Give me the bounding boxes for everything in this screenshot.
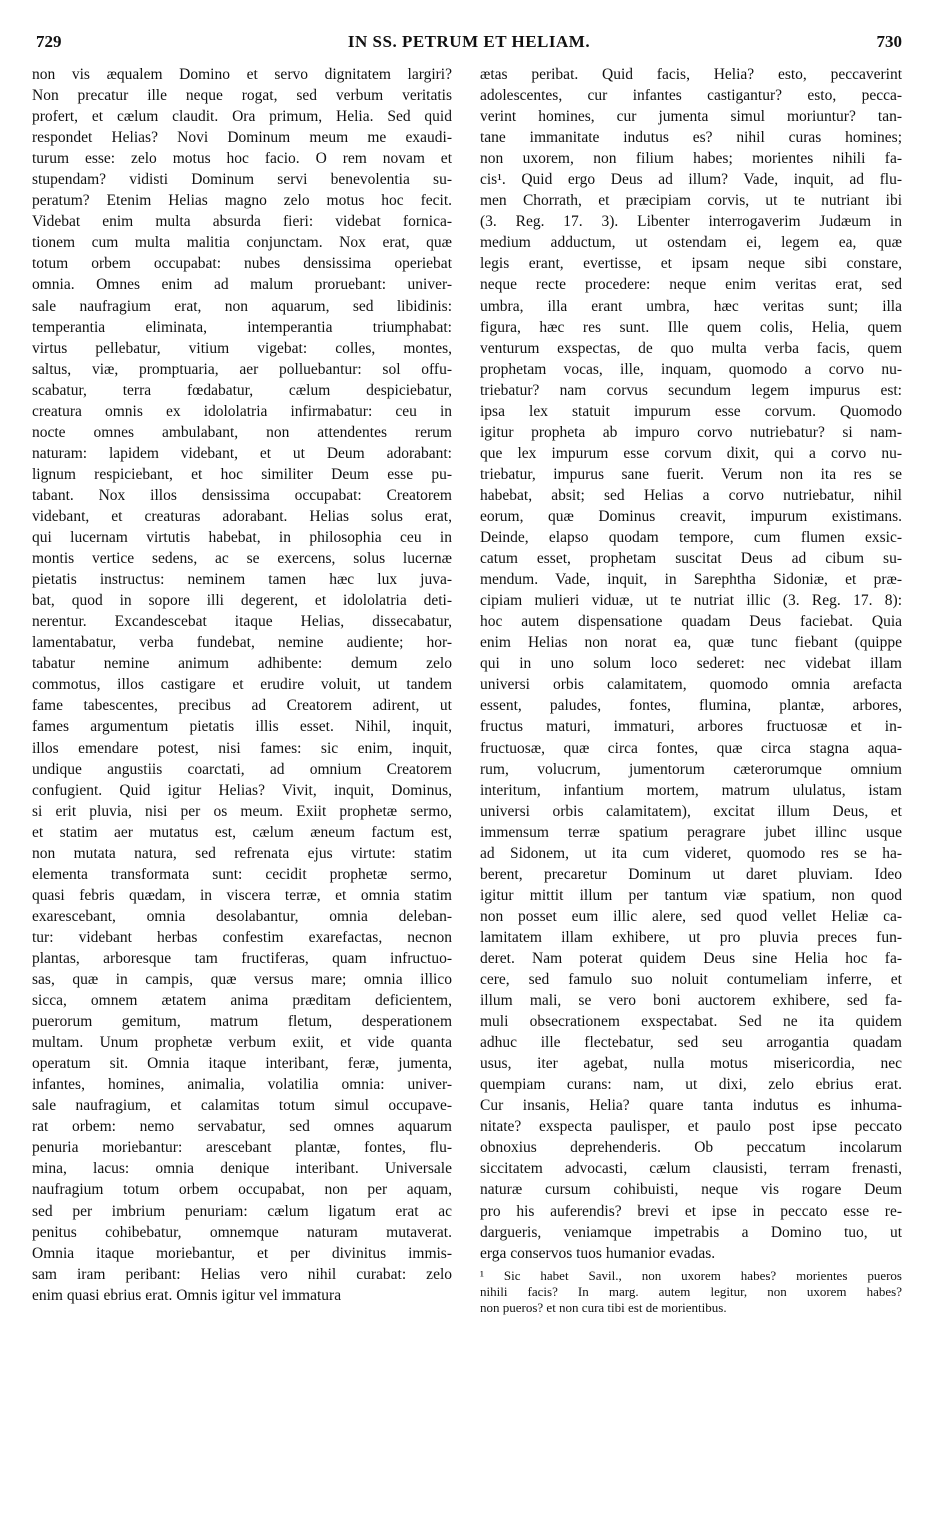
- text-line: videbant, et creaturas adorabant. Helias solus erat,: [32, 507, 452, 525]
- text-line: fructus maturi, immaturi, arbores fructuosæ et in-: [480, 718, 902, 736]
- text-line: nerentur. Excandescebat itaque Helias, dissecabatur,: [32, 613, 452, 631]
- text-line: respondet Helias? Novi Dominum meum me exaudi-: [32, 129, 452, 147]
- text-line: penuria moriebantur: arescebant plantæ, fontes, flu-: [32, 1139, 452, 1157]
- text-line: saltus, viæ, promptuaria, aer polluebantur: sol offu-: [32, 360, 452, 378]
- text-line: confugient. Quid igitur Helias? Vivit, inquit, Dominus,: [32, 781, 452, 799]
- left-page-number: 729: [36, 32, 62, 51]
- text-line: sale naufragium, et calamitas totum simul occupave-: [32, 1097, 452, 1115]
- text-line: Omnia itaque moriebantur, et per divinitus immis-: [32, 1244, 452, 1262]
- text-line: et statim aer mutatus est, cælum æneum factum est,: [32, 823, 452, 841]
- footnote: [480, 1268, 902, 1316]
- text-line: hoc autem dispensatione quadam Deus faciebat. Quia: [480, 613, 902, 631]
- footnote-line: non pueros? et non cura tibi est de morientibus.: [480, 1299, 727, 1315]
- footnote-line: ¹ Sic habet Savil., non uxorem habes? morientes pueros: [480, 1267, 902, 1283]
- text-line: puerorum gemitum, matrum fletum, desperationem: [32, 1013, 452, 1031]
- text-line: muli obsecrationem exspectabat. Sed ne ita quidem: [480, 1013, 902, 1031]
- text-line: stupendam? vidisti Dominum servi benevolentia su-: [32, 171, 452, 189]
- text-line: creatura omnis ex idololatria infirmabatur: ceu in: [32, 402, 452, 420]
- text-line: neque recte procedere: neque enim veritas erat, sed: [480, 276, 902, 294]
- text-line: ætas peribat. Quid facis, Helia? esto, peccaverint: [480, 66, 902, 83]
- text-line: interitum, infantium mortem, matrum ululatus, istam: [480, 781, 902, 799]
- text-line: tane immanitate indutus es? nihil curas homines;: [480, 129, 902, 147]
- left-text-column: [32, 64, 452, 1474]
- text-line: Videbat enim multa absurda fieri: videbat fornica-: [32, 213, 452, 231]
- text-line: profert, et cælum claudit. Ora primum, Helia. Sed quid: [32, 108, 452, 126]
- text-line: cis¹. Quid ergo Deus ad illum? Vade, inquit, ad flu-: [480, 171, 902, 189]
- text-line: fames argumentum pietatis illis esset. Nihil, inquit,: [32, 718, 452, 736]
- text-line: scabatur, terra fœdabatur, cælum despiciebatur,: [32, 381, 452, 399]
- text-line: operatum sit. Omnia itaque interibant, feræ, jumenta,: [32, 1055, 452, 1073]
- text-line: pro his auferendis? brevi et ipse in peccato esse re-: [480, 1202, 902, 1220]
- footnote-line: nihili facis? In marg. autem legitur, non uxorem habes?: [480, 1283, 902, 1299]
- text-line: habebat, absit; sed Helias a corvo nutriebatur, nihil: [480, 486, 902, 504]
- text-line: tur: videbant herbas confestim exarefactas, necnon: [32, 928, 452, 946]
- text-line: enim quasi ebrius erat. Omnis igitur vel immatura: [32, 1286, 342, 1304]
- text-line: non vis æqualem Domino et servo dignitatem largiri?: [32, 66, 452, 83]
- right-column-body: [480, 64, 902, 1264]
- text-line: non posset eum illic alere, sed quod vellet Heliæ ca-: [480, 907, 902, 925]
- text-line: ipsa lex statuit impurum esse corvum. Quomodo: [480, 402, 902, 420]
- text-line: si erit pluvia, nisi per os meum. Exiit prophetæ sermo,: [32, 802, 452, 820]
- text-line: tabant. Nox illos densissima occupabat: Creatorem: [32, 486, 452, 504]
- text-line: triebatur, impurus sane fuerit. Verum non ita res se: [480, 465, 902, 483]
- text-line: usus, iter agebat, nulla motus misericordia, nec: [480, 1055, 902, 1073]
- text-line: triebatur? nam corvus secundum legem impurus est:: [480, 381, 902, 399]
- text-line: nocte omnes ambulabant, non attendentes rerum: [32, 423, 452, 441]
- text-line: Deinde, elapso quodam tempore, cum flumen exsic-: [480, 529, 902, 547]
- text-line: adolescentes, cur infantes castigantur? esto, pecca-: [480, 87, 902, 105]
- text-line: infantes, homines, animalia, volatilia omnia: univer-: [32, 1076, 452, 1094]
- text-line: rum, volucrum, jumentorum cæterorumque omnium: [480, 760, 902, 778]
- text-line: adhuc ille flectebatur, sed seu arrogantia quadam: [480, 1034, 902, 1052]
- text-line: men Chorrath, et præcipiam corvis, ut te nutriant ibi: [480, 192, 902, 210]
- text-line: legis erant, evertisse, et ipsam neque sibi constare,: [480, 255, 902, 273]
- text-line: cere, sed famulo suo noluit contumeliam inferre, et: [480, 971, 902, 989]
- text-line: nitate? exspecta paulisper, et paulo post ipse peccato: [480, 1118, 902, 1136]
- text-line: virtus pellebatur, vitium vigebat: colles, montes,: [32, 339, 452, 357]
- text-line: sale naufragium erat, non aquarum, sed libidinis:: [32, 297, 452, 315]
- text-line: omnia. Omnes enim ad malum proruebant: univer-: [32, 276, 452, 294]
- text-line: quempiam curans: nam, ut dixi, zelo ebrius erat.: [480, 1076, 902, 1094]
- text-line: commotus, illos castigare et erudire voluit, ut tandem: [32, 676, 452, 694]
- text-line: eorum, quæ Dominus creavit, impurum existimans.: [480, 507, 902, 525]
- text-line: multam. Unum prophetæ verbum exiit, et vide quanta: [32, 1034, 452, 1052]
- text-line: illos emendare potest, nisi fames: sic enim, inquit,: [32, 739, 452, 757]
- text-line: universi orbis calamitatem, quomodo omnia arefacta: [480, 676, 902, 694]
- text-line: lamitatem illam exhibere, ut pro pluvia preces fun-: [480, 928, 902, 946]
- text-line: sicca, omnem ætatem anima præditam deficientem,: [32, 992, 452, 1010]
- text-line: tabatur nemine animum adhibente: demum zelo: [32, 655, 452, 673]
- text-line: sed per imbrium penuriam: cælum ligatum erat ac: [32, 1202, 452, 1220]
- text-line: venturum exspectas, de quo multa verba facis, quem: [480, 339, 902, 357]
- text-line: medium adductum, ut ostendam ei, legem ea, quæ: [480, 234, 902, 252]
- page-header: [36, 32, 902, 56]
- text-line: siccitatem advocasti, cælum clausisti, terram frenasti,: [480, 1160, 902, 1178]
- text-line: tionem cum multa malitia conjunctam. Nox erat, quæ: [32, 234, 452, 252]
- text-line: umbra, illa erant umbra, hæc veritas sunt; illa: [480, 297, 902, 315]
- text-line: plantas, arboresque tam fructiferas, quam infructuo-: [32, 949, 452, 967]
- text-line: immensum terræ spatium peragrare jubet illinc usque: [480, 823, 902, 841]
- text-line: montis vertice sedens, ac se exercens, solus lucernæ: [32, 550, 452, 568]
- text-line: turum esse: zelo motus hoc facio. O rem novam et: [32, 150, 452, 168]
- text-line: verint homines, cur jumenta simul moriuntur? tan-: [480, 108, 902, 126]
- text-line: igitur propheta ab impuro corvo nutriebatur? si nam-: [480, 423, 902, 441]
- text-line: quasi febris quædam, in viscera terræ, et omnia statim: [32, 886, 452, 904]
- text-line: prophetam vocas, ille, inquam, quomodo a corvo nu-: [480, 360, 902, 378]
- text-line: undique angustiis coarctati, ad omnium Creatorem: [32, 760, 452, 778]
- text-line: igitur mittit illum per tantum viæ spatium, non quod: [480, 886, 902, 904]
- text-line: non mutata natura, sed refrenata ejus virtute: statim: [32, 844, 452, 862]
- text-line: exarescebant, omnia desolabantur, omnia deleban-: [32, 907, 452, 925]
- text-line: qui lucernam virtutis habebat, in philosophia ceu in: [32, 529, 452, 547]
- text-line: essent, paludes, fontes, flumina, plantæ, arbores,: [480, 697, 902, 715]
- text-line: penitus cohibebatur, omnemque naturam mutaverat.: [32, 1223, 452, 1241]
- text-line: mina, lacus: omnia denique interibant. Universale: [32, 1160, 452, 1178]
- text-line: universi orbis calamitatem), excitat illum Deus, et: [480, 802, 902, 820]
- text-line: obnoxius deprehenderis. Ob peccatum incolarum: [480, 1139, 902, 1157]
- text-line: berent, precaretur Dominum ut daret pluviam. Ideo: [480, 865, 902, 883]
- text-line: lamentabatur, verba fundebat, nemine audiente; hor-: [32, 634, 452, 652]
- text-line: ad Sidonem, ut ita cum videret, quomodo res se ha-: [480, 844, 902, 862]
- running-title: IN SS. PETRUM ET HELIAM.: [347, 32, 591, 51]
- text-line: non uxorem, non filium habes; morientes nihili fa-: [480, 150, 902, 168]
- text-line: erga conservos tuos humanior evadas.: [480, 1244, 716, 1262]
- text-line: Cur insanis, Helia? quare tanta indutus es inhuma-: [480, 1097, 902, 1115]
- text-line: qui in uno solum loco sederet: nec videbat illam: [480, 655, 902, 673]
- text-line: temperantia eliminata, intemperantia triumphabat:: [32, 318, 452, 336]
- text-line: naturæ cursum cohibuisti, neque vis rogare Deum: [480, 1181, 902, 1199]
- text-line: sam iram peribant: Helias vero nihil curabat: zelo: [32, 1265, 452, 1283]
- text-line: (3. Reg. 17. 3). Libenter interrogaverim Judæum in: [480, 213, 902, 231]
- text-line: dargueris, veniamque impetrabis a Domino tuo, ut: [480, 1223, 902, 1241]
- text-line: bat, quod in sopore illi degerent, et idololatria deti-: [32, 592, 452, 610]
- text-line: Non precatur ille neque rogat, sed verbum veritatis: [32, 87, 452, 105]
- text-line: figura, hæc res sunt. Ille quem colis, Helia, quem: [480, 318, 902, 336]
- text-line: fame tabescentes, precibus ad Creatorem adirent, ut: [32, 697, 452, 715]
- text-line: naturam: lapidem videbant, et ut Deum adorabant:: [32, 444, 452, 462]
- text-line: naufragium totum orbem occupabat, non per aquam,: [32, 1181, 452, 1199]
- text-line: cipiam mulieri viduæ, ut te nutriat illic (3. Reg. 17. 8):: [480, 592, 902, 610]
- text-line: deret. Nam poterat quidem Deus sine Helia hoc fa-: [480, 949, 902, 967]
- text-line: que lex impurum esse corvum dixit, qui a corvo nu-: [480, 444, 902, 462]
- right-page-number: 730: [876, 32, 902, 51]
- text-line: peratum? Etenim Helias magno zelo motus hoc fecit.: [32, 192, 452, 210]
- right-text-column: [480, 64, 902, 1474]
- text-line: fructuosæ, quæ circa fontes, quæ circa stagna aqua-: [480, 739, 902, 757]
- text-line: elementa transformata sunt: cecidit prophetæ sermo,: [32, 865, 452, 883]
- text-line: pietatis instructus: neminem tamen hæc lux juva-: [32, 571, 452, 589]
- text-line: totum orbem occupabat: nubes densissima operiebat: [32, 255, 452, 273]
- text-line: mendum. Vade, inquit, in Sarephtha Sidoniæ, et præ-: [480, 571, 902, 589]
- text-line: enim Helias non norat ea, quæ tunc fiebant (quippe: [480, 634, 902, 652]
- text-line: rat orbem: nemo servabatur, sed omnes aquarum: [32, 1118, 452, 1136]
- text-line: lignum respiciebant, et hoc similiter Deum esse pu-: [32, 465, 452, 483]
- text-line: sas, quæ in campis, quæ versus mare; omnia illico: [32, 971, 452, 989]
- text-line: catum esset, prophetam suscitat Deus ad cibum su-: [480, 550, 902, 568]
- text-line: illum mali, se vero boni auctorem exhibere, sed fa-: [480, 992, 902, 1010]
